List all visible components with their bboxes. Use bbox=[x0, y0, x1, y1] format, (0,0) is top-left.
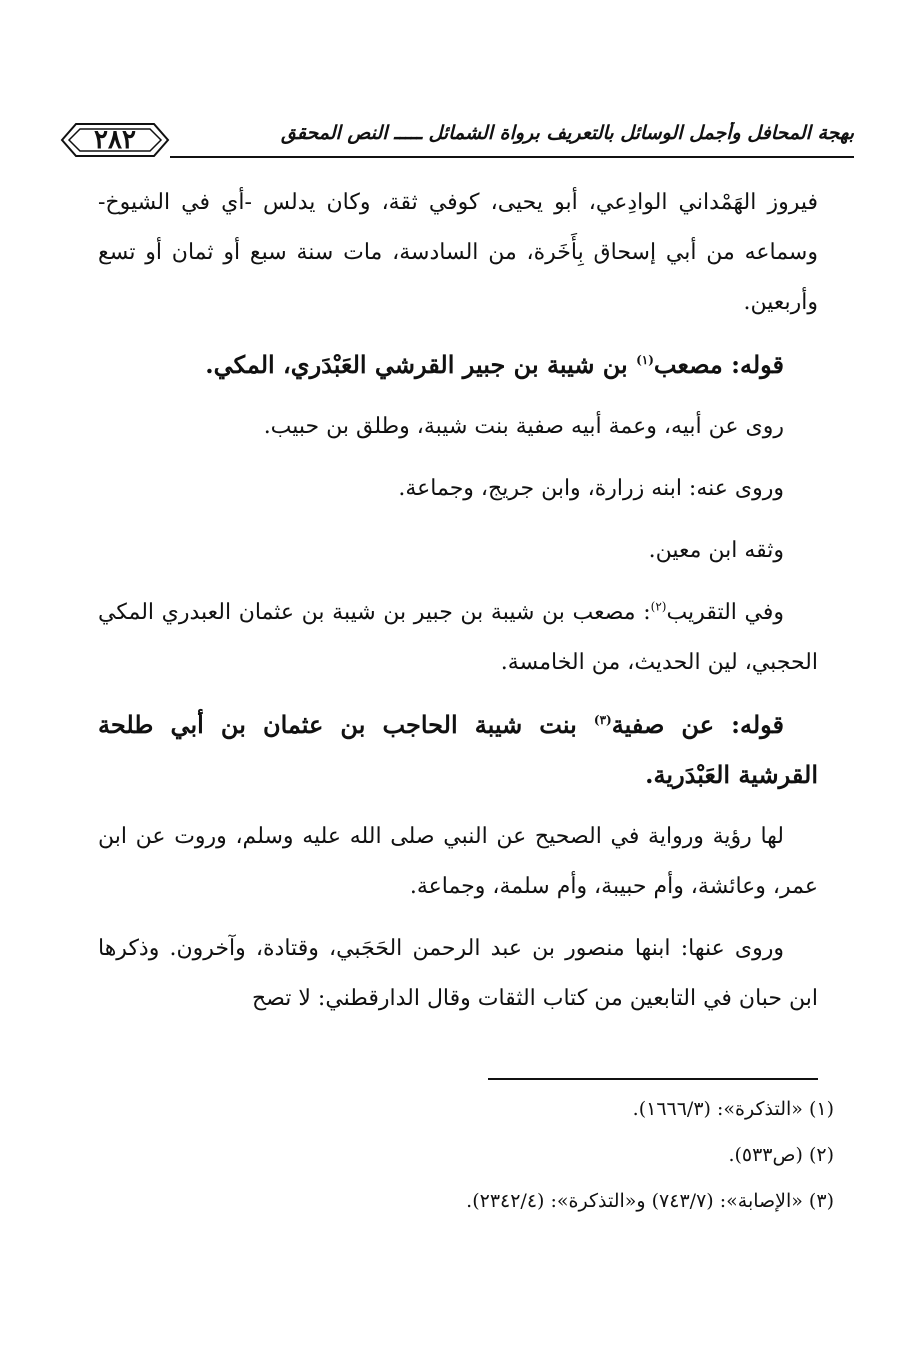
page-number-badge bbox=[60, 120, 170, 160]
heading-text: بنت شيبة الحاجب بن عثمان بن أبي طلحة القرشية العَبْدَرية. bbox=[98, 710, 818, 789]
footnote-divider bbox=[488, 1078, 818, 1080]
footnote-1: (١) «التذكرة»: (١٦٦٦/٣). bbox=[632, 1098, 834, 1120]
paragraph-taqrib bbox=[98, 588, 818, 688]
paragraph-narrated-by: وروى عنه: ابنه زرارة، وابن جريج، وجماعة. bbox=[398, 476, 784, 501]
heading-text: بن شيبة بن جبير القرشي العَبْدَري، المكي. bbox=[205, 350, 637, 379]
footnote-2: (٢) (ص٥٣٣). bbox=[728, 1144, 834, 1166]
entry-heading-safiyya bbox=[98, 700, 818, 800]
heading-text: قوله: مصعب bbox=[653, 350, 784, 379]
page-header bbox=[60, 108, 854, 168]
running-title: بهجة المحافل وأجمل الوسائل بالتعريف برواة الشمائل ـــــ النص المحقق bbox=[281, 122, 854, 144]
footnote-ref-1: (١) bbox=[636, 353, 654, 367]
paragraph-narrated-from: روى عن أبيه، وعمة أبيه صفية بنت شيبة، وطلق بن حبيب. bbox=[263, 414, 784, 439]
paragraph-riwaya: لها رؤية ورواية في الصحيح عن النبي صلى الله عليه وسلم، وروت عن ابن عمر، وعائشة، وأم حبيبة، وأم سلمة، وجماعة. bbox=[98, 824, 818, 899]
footnote-ref-2: (٢) bbox=[650, 599, 667, 614]
page-number: ٢٨٢ bbox=[94, 125, 136, 155]
footnote-ref-3: (٣) bbox=[593, 713, 612, 727]
paragraph-narrated-by-her: وروى عنها: ابنها منصور بن عبد الرحمن الحَجَبي، وقتادة، وآخرون. وذكرها ابن حبان في التابعين من كتاب الثقات وقال الدارقطني: لا تصح bbox=[98, 936, 818, 1011]
paragraph-text: : مصعب بن شيبة بن جبير بن شيبة بن عثمان العبدري المكي الحجبي، لين الحديث، من الخامسة. bbox=[98, 600, 818, 675]
heading-text: قوله: عن صفية bbox=[611, 710, 785, 739]
entry-heading-musab bbox=[98, 340, 818, 390]
paragraph-tawthiq: وثقه ابن معين. bbox=[648, 538, 784, 563]
paragraph-text: وفي التقريب bbox=[666, 600, 784, 625]
footnotes bbox=[98, 1086, 834, 1224]
footnote-3: (٣) «الإصابة»: (٧٤٣/٧) و«التذكرة»: (٢٣٤٢/٤). bbox=[466, 1190, 834, 1212]
header-divider bbox=[170, 156, 854, 158]
paragraph-narrator-continuation: فيروز الهَمْداني الوادِعي، أبو يحيى، كوفي ثقة، وكان يدلس -أي في الشيوخ- وسماعه من أبي إسحاق بِأَخَرة، من السادسة، مات سنة سبع أو ثمان أو تسع وأربعين. bbox=[98, 190, 818, 315]
main-text bbox=[98, 178, 818, 1036]
